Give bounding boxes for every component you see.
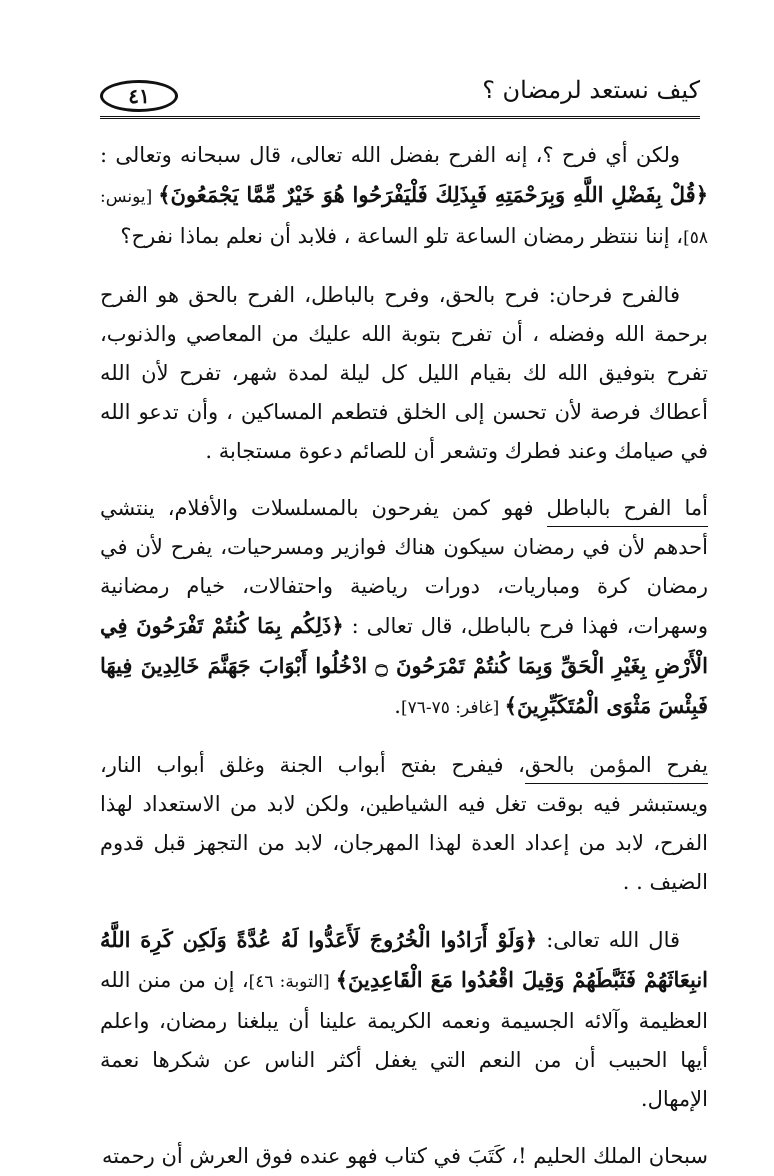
- text-span: سبحان الملك الحليم !، كَتَبَ في كتاب فهو عنده فوق العرش أن رحمته: [101, 1144, 708, 1168]
- main-text: [100, 136, 708, 1176]
- paragraph: [100, 136, 708, 258]
- page-title: كيف نستعد لرمضان ؟: [482, 76, 700, 104]
- paragraph: [100, 276, 708, 471]
- text-span: ، إننا ننتظر رمضان الساعة تلو الساعة ، فلابد أن نعلم بماذا نفرح؟: [120, 224, 684, 248]
- text-span: ولكن أي فرح ؟، إنه الفرح بفضل الله تعالى، قال سبحانه وتعالى :: [100, 143, 680, 167]
- text-span: ، فيفرح بفتح أبواب الجنة وغلق أبواب النار، ويستبشر فيه بوقت تغل فيه الشياطين، ولكن لابد من الاستعداد لهذا الفرح، لابد من إعداد العدة لهذا المهرجان، لابد من التجهز قبل قدوم الضيف . .: [100, 753, 708, 894]
- quran-verse: ﴿وَلَوْ أَرَادُوا الْخُرُوجَ لَأَعَدُّوا لَهُ عُدَّةً وَلَكِن كَرِهَ اللَّهُ انبِعَاثَهُمْ فَثَبَّطَهُمْ وَقِيلَ اقْعُدُوا مَعَ الْقَاعِدِينَ﴾: [100, 927, 708, 992]
- text-span: فهو كمن يفرحون بالمسلسلات والأفلام، ينتشي أحدهم لأن في رمضان سيكون هناك فوازير ومسرحيات، يفرح لأن في رمضان كرة ومباريات، دورات رياضية واحتفالات، خيام رمضانية وسهرات، فهذا فرح بالباطل، قال تعالى :: [100, 496, 708, 638]
- verse-reference: [التوبة: ٤٦]: [248, 972, 336, 992]
- underlined-heading: أما الفرح بالباطل: [547, 496, 708, 527]
- underlined-heading: يفرح المؤمن بالحق: [525, 753, 708, 784]
- verse-reference: [يونس: ٥٨]: [100, 187, 708, 248]
- quran-verse: ﴿قُلْ بِفَضْلِ اللَّهِ وَبِرَحْمَتِهِ فَبِذَلِكَ فَلْيَفْرَحُوا هُوَ خَيْرٌ مِّمَّا يَجْمَعُونَ﴾: [158, 182, 708, 207]
- text-span: ، إن من منن الله العظيمة وآلائه الجسيمة ونعمه الكريمة علينا أن يبلغنا رمضان، واعلم أيها الحبيب أن من النعم التي يغفل أكثر الناس عن شكرها نعمة الإمهال.: [100, 968, 708, 1111]
- text-span: .: [394, 694, 401, 718]
- paragraph: [100, 489, 708, 728]
- text-span: قال الله تعالى:: [537, 928, 681, 952]
- page-number: ٤١: [100, 80, 178, 112]
- paragraph: [100, 1137, 708, 1176]
- header-divider: [100, 116, 700, 119]
- paragraph: [100, 920, 708, 1119]
- text-span: فالفرح فرحان: فرح بالحق، وفرح بالباطل، الفرح بالحق هو الفرح برحمة الله وفضله ، أن تفرح بتوبة الله عليك من المعاصي والذنوب، تفرح بتوفيق الله لك بقيام الليل كل ليلة لمدة شهر، تفرح لأن الله أعطاك فرصة لأن تحسن إلى الخلق فتطعم المساكين ، وأن تدعو الله في صيامك وعند فطرك وتشعر أن للصائم دعوة مستجابة .: [100, 283, 708, 463]
- paragraph: [100, 746, 708, 902]
- page-header: [100, 58, 700, 118]
- quran-verse: ﴿ذَلِكُم بِمَا كُنتُمْ تَفْرَحُونَ فِي الْأَرْضِ بِغَيْرِ الْحَقِّ وَبِمَا كُنتُمْ تَمْرَحُونَ ۝ ادْخُلُوا أَبْوَابَ جَهَنَّمَ خَالِدِينَ فِيهَا فَبِئْسَ مَثْوَى الْمُتَكَبِّرِينَ﴾: [100, 613, 708, 718]
- verse-reference: [غافر: ٧٥-٧٦]: [400, 698, 505, 718]
